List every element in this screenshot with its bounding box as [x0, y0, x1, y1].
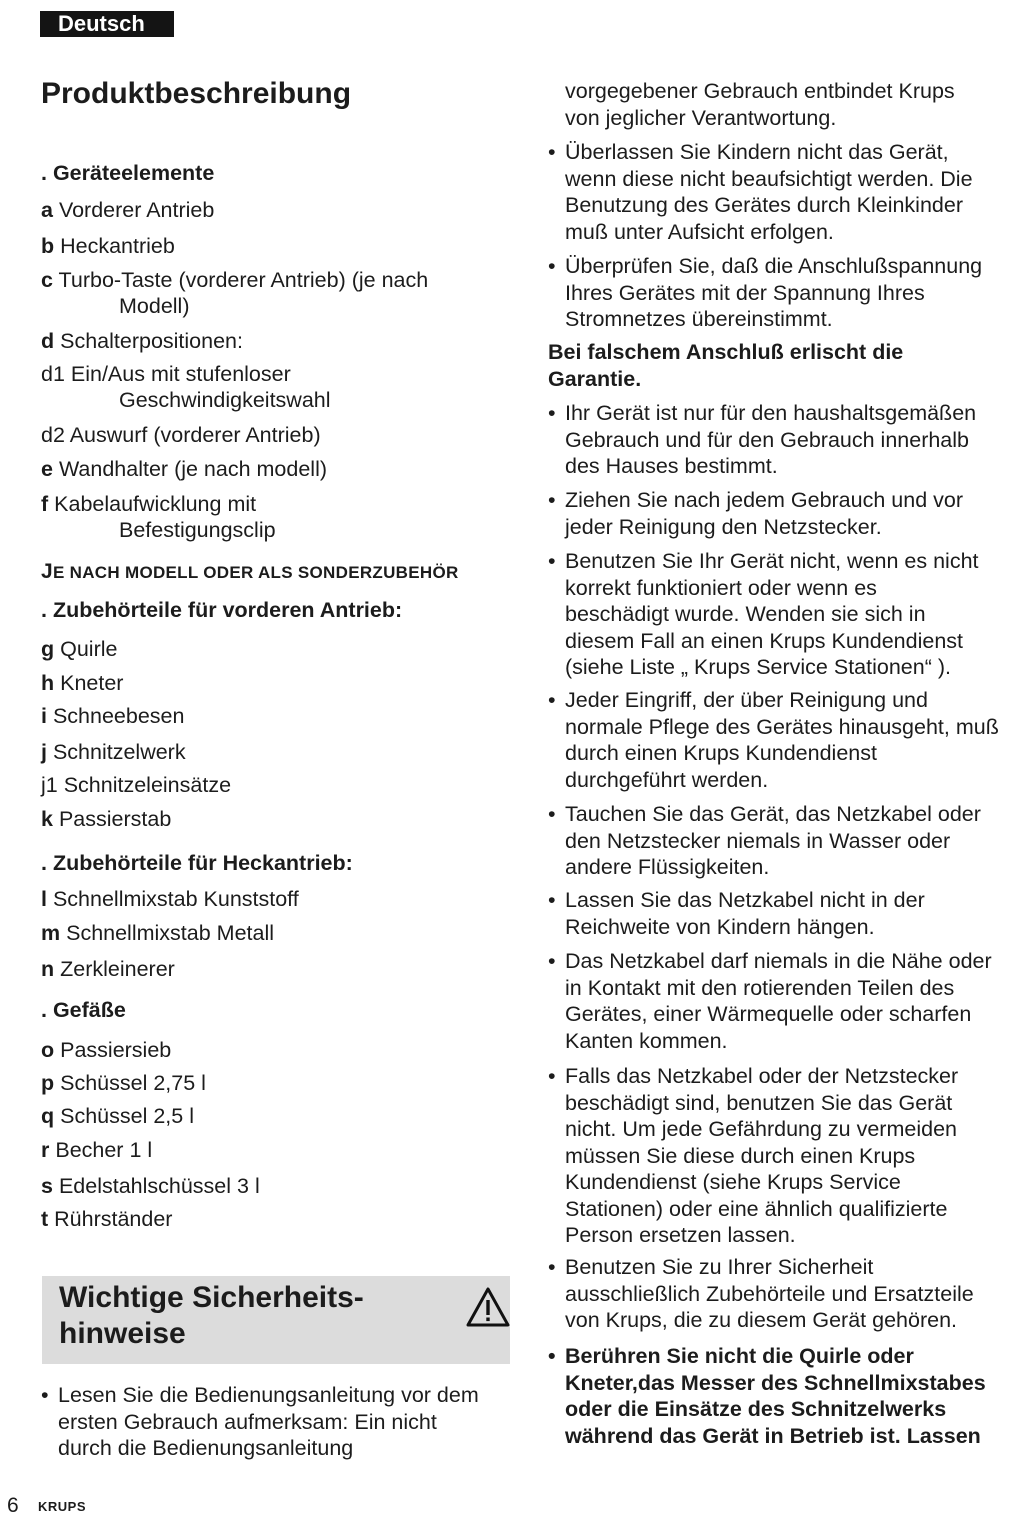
- item-text: Passiersieb: [54, 1038, 172, 1062]
- safety-heading: Wichtige Sicherheits- hinweise: [59, 1281, 364, 1350]
- text-line: Ihres Gerätes mit der Spannung Ihres: [565, 280, 925, 305]
- item-key: j: [41, 740, 47, 764]
- text-line: Reichweite von Kindern hängen.: [565, 914, 875, 939]
- text-line: jeder Reinigung den Netzstecker.: [565, 514, 882, 539]
- warning-triangle-icon: [465, 1286, 511, 1328]
- item-continuation: Befestigungsclip: [119, 518, 276, 542]
- item-key: l: [41, 887, 47, 911]
- item-key: a: [41, 198, 53, 222]
- item-text: Passierstab: [52, 807, 172, 831]
- language-badge: Deutsch: [40, 11, 174, 37]
- text-line: Lassen Sie das Netzkabel nicht in der: [565, 888, 925, 912]
- text-line: beschädigt wurde. Wenden sie sich in: [565, 602, 926, 626]
- text-line: durch die Bedienungsanleitung: [58, 1436, 354, 1460]
- text-line: muß unter Aufsicht erfolgen.: [565, 219, 834, 244]
- item-text: Schnellmixstab Metall: [60, 921, 275, 945]
- text-line: Das Netzkabel darf niemals in die Nähe oder: [565, 949, 992, 973]
- item-text: Vorderer Antrieb: [52, 198, 215, 222]
- list-item: [41, 956, 175, 982]
- text-line: Lesen Sie die Bedienungsanleitung vor dem: [58, 1383, 479, 1407]
- item-text: d2 Auswurf (vorderer Antrieb): [41, 423, 321, 447]
- text-line: Person ersetzen lassen.: [565, 1223, 796, 1247]
- text-line: von Krups, die zu diesem Gerät gehören.: [565, 1308, 957, 1332]
- page-number: 6: [7, 1494, 19, 1517]
- list-item: [41, 636, 117, 662]
- item-key: m: [41, 921, 61, 945]
- text-line: Kneter,das Messer des Schnellmixstabes: [565, 1370, 986, 1395]
- text-line: Gerätes, einer Wärmequelle oder scharfen: [565, 1002, 972, 1026]
- bullet-dot: •: [548, 488, 556, 512]
- bullet-children: [548, 139, 1023, 245]
- item-key: o: [41, 1038, 55, 1062]
- text-line: (siehe Liste „ Krups Service Stationen“ ).: [565, 655, 951, 679]
- bullet-dot: •: [548, 802, 556, 826]
- text-line: Stromnetzes übereinstimmt.: [565, 307, 833, 331]
- list-item: [41, 703, 184, 729]
- text-line: müssen Sie diese durch einen Krups: [565, 1143, 916, 1168]
- list-item: [41, 361, 331, 413]
- list-item: [41, 739, 186, 765]
- item-key: h: [41, 671, 55, 695]
- section-geraeteelemente: . Geräteelemente: [41, 161, 215, 185]
- text-line: den Netzstecker niemals in Wasser oder: [565, 828, 951, 853]
- text-line: Tauchen Sie das Gerät, das Netzkabel oder: [565, 802, 981, 826]
- list-item: [41, 806, 171, 832]
- list-item: [41, 1173, 260, 1199]
- page-title: Produktbeschreibung: [41, 77, 352, 110]
- item-key: s: [41, 1174, 53, 1198]
- text-line: Garantie.: [548, 366, 642, 391]
- section-gefaesse: . Gefäße: [41, 998, 126, 1022]
- list-item: [41, 886, 299, 912]
- bullet-malfunction: [548, 548, 1023, 681]
- item-text: Becher 1 l: [49, 1138, 153, 1162]
- item-key: f: [41, 492, 49, 516]
- item-text: Edelstahlschüssel 3 l: [52, 1174, 260, 1198]
- text-line: Stationen) oder eine ähnlich qualifizierte: [565, 1196, 948, 1221]
- text-line: Ziehen Sie nach jedem Gebrauch und vor: [565, 488, 963, 512]
- bullet-dot: •: [548, 401, 556, 425]
- text-line: korrekt funktioniert oder wenn es: [565, 575, 877, 600]
- text-line: Jeder Eingriff, der über Reinigung und: [565, 688, 928, 712]
- warranty-note: [548, 339, 1023, 392]
- text-line: beschädigt sind, benutzen Sie das Gerät: [565, 1090, 953, 1115]
- item-key: t: [41, 1207, 49, 1231]
- list-item: [41, 422, 321, 448]
- text-line: Benutzen Sie Ihr Gerät nicht, wenn es nicht: [565, 549, 979, 573]
- item-text: Wandhalter (je nach modell): [52, 457, 328, 481]
- bullet-dot: •: [548, 888, 556, 912]
- item-key: k: [41, 807, 53, 831]
- item-key: q: [41, 1104, 55, 1128]
- list-item: [41, 1037, 171, 1063]
- item-text: Quirle: [54, 637, 118, 661]
- bullet-unplug: [548, 487, 1023, 540]
- text-line: Überlassen Sie Kindern nicht das Gerät,: [565, 140, 949, 164]
- text-line: Falls das Netzkabel oder der Netzstecker: [565, 1064, 959, 1088]
- item-text: Schneebesen: [46, 704, 185, 728]
- list-item: [41, 772, 231, 798]
- text-line: durch einen Krups Kundendienst: [565, 741, 877, 765]
- item-text: Turbo-Taste (vorderer Antrieb) (je nach: [52, 268, 429, 292]
- bullet-household: [548, 400, 1023, 480]
- text-line: Kanten kommen.: [565, 1028, 728, 1053]
- bullet-dot: •: [548, 1344, 556, 1368]
- item-key: p: [41, 1071, 55, 1095]
- continued-text: [548, 78, 1023, 131]
- item-text: j1 Schnitzeleinsätze: [41, 773, 232, 797]
- item-text: Schnellmixstab Kunststoff: [46, 887, 299, 911]
- text-line: wenn diese nicht beaufsichtigt werden. Die: [565, 166, 973, 191]
- item-key: e: [41, 457, 53, 481]
- item-key: d: [41, 329, 55, 353]
- text-line: Kundendienst (siehe Krups Service: [565, 1170, 901, 1194]
- item-key: b: [41, 234, 55, 258]
- bullet-dot: •: [41, 1383, 49, 1407]
- item-key: c: [41, 268, 53, 292]
- text-line: Überprüfen Sie, daß die Anschlußspannung: [565, 254, 983, 278]
- bullet-accessories: [548, 1254, 1023, 1334]
- text-line: Benutzen Sie zu Ihrer Sicherheit: [565, 1255, 874, 1279]
- list-item: [41, 456, 327, 482]
- text-line: Ihr Gerät ist nur für den haushaltsgemäßen: [565, 401, 977, 425]
- caps-note: JE NACH MODELL ODER ALS SONDERZUBEHÖR: [41, 560, 459, 583]
- list-item: [41, 328, 243, 354]
- text-line: Gebrauch und für den Gebrauch innerhalb: [565, 427, 969, 452]
- text-line: normale Pflege des Gerätes hinausgeht, muß: [565, 714, 999, 739]
- item-key: i: [41, 704, 47, 728]
- section-heckantrieb: . Zubehörteile für Heckantrieb:: [41, 851, 353, 875]
- text-line: diesem Fall an einen Krups Kundendienst: [565, 628, 964, 653]
- list-item: [41, 267, 428, 319]
- item-key: g: [41, 637, 55, 661]
- bullet-damaged-cord: [548, 1063, 1023, 1249]
- item-continuation: Modell): [119, 294, 190, 318]
- bullet-dot: •: [548, 1064, 556, 1088]
- list-item: [41, 1070, 206, 1096]
- bullet-do-not-touch: [548, 1343, 1023, 1449]
- section-vorderer-antrieb: . Zubehörteile für vorderen Antrieb:: [41, 598, 403, 622]
- item-text: Schalterpositionen:: [54, 329, 243, 353]
- item-text: Rührständer: [48, 1207, 173, 1231]
- item-text: Heckantrieb: [54, 234, 175, 258]
- text-line: vorgegebener Gebrauch entbindet Krups: [565, 79, 955, 103]
- text-line: Benutzung des Gerätes durch Kleinkinder: [565, 193, 963, 217]
- list-item: [41, 1137, 152, 1163]
- text-line: andere Flüssigkeiten.: [565, 855, 770, 879]
- bullet-reach: [548, 887, 1023, 940]
- bullet-water: [548, 801, 1023, 881]
- list-item: [41, 491, 276, 543]
- text-line: nicht. Um jede Gefährdung zu vermeiden: [565, 1117, 957, 1141]
- text-line: ersten Gebrauch aufmerksam: Ein nicht: [58, 1409, 437, 1434]
- list-item: [41, 1103, 194, 1129]
- item-key: n: [41, 957, 55, 981]
- item-text: Schüssel 2,75 l: [54, 1071, 206, 1095]
- item-text: Kabelaufwicklung mit: [48, 492, 257, 516]
- text-line: Bei falschem Anschluß erlischt die: [548, 340, 904, 364]
- list-item: [41, 670, 123, 696]
- item-key: r: [41, 1138, 50, 1162]
- bullet-dot: •: [548, 140, 556, 164]
- list-item: [41, 920, 274, 946]
- text-line: von jeglicher Verantwortung.: [565, 105, 837, 130]
- list-item: [41, 233, 175, 259]
- bullet-dot: •: [548, 549, 556, 573]
- bullet-voltage: [548, 253, 1023, 333]
- bullet-dot: •: [548, 949, 556, 973]
- item-text: Zerkleinerer: [54, 957, 175, 981]
- bullet-dot: •: [548, 254, 556, 278]
- brand-logo: KRUPS: [38, 1499, 87, 1514]
- text-line: oder die Einsätze des Schnitzelwerks: [565, 1397, 947, 1421]
- text-line: während das Gerät in Betrieb ist. Lassen: [565, 1423, 981, 1448]
- text-line: durchgeführt werden.: [565, 767, 769, 792]
- safety-heading-box: [42, 1276, 510, 1364]
- list-item: [41, 197, 214, 223]
- bullet-dot: •: [548, 688, 556, 712]
- list-item: [41, 1206, 172, 1232]
- bullet-proximity: [548, 948, 1023, 1054]
- item-text: Kneter: [54, 671, 124, 695]
- text-line: ausschließlich Zubehörteile und Ersatzteile: [565, 1281, 974, 1306]
- item-text: d1 Ein/Aus mit stufenloser: [41, 362, 291, 386]
- item-text: Schnitzelwerk: [46, 740, 186, 764]
- text-line: des Hauses bestimmt.: [565, 454, 778, 478]
- bullet-read-manual: [41, 1382, 516, 1462]
- text-line: Berühren Sie nicht die Quirle oder: [565, 1344, 914, 1368]
- bullet-dot: •: [548, 1255, 556, 1279]
- bullet-service: [548, 687, 1023, 793]
- item-text: Schüssel 2,5 l: [54, 1104, 194, 1128]
- text-line: in Kontakt mit den rotierenden Teilen des: [565, 975, 955, 1000]
- item-continuation: Geschwindigkeitswahl: [119, 388, 331, 412]
